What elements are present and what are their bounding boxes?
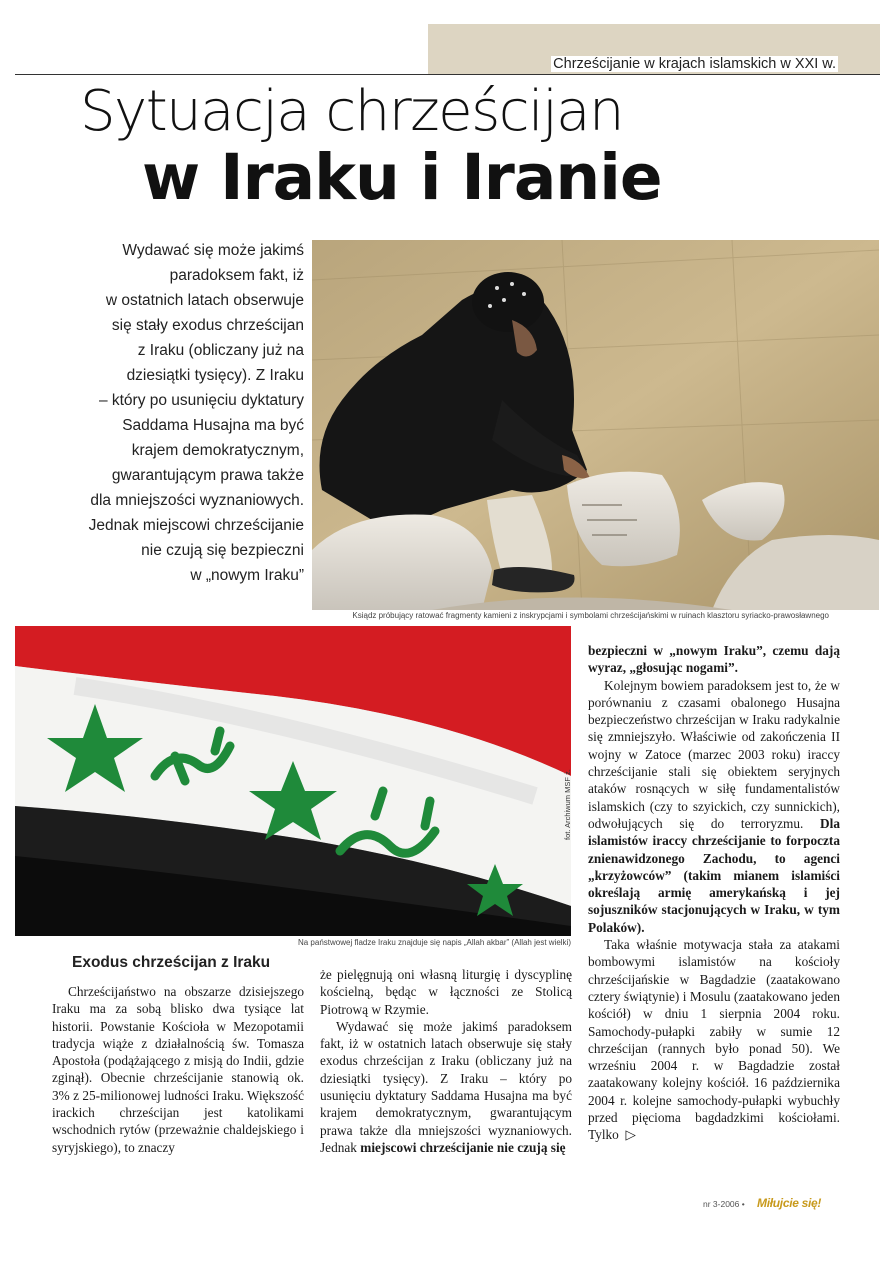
headline-line-2: w Iraku i Iranie: [142, 141, 662, 214]
article-subhead: Exodus chrześcijan z Iraku: [72, 954, 271, 971]
priest-photo-caption: Ksiądz próbujący ratować fragmenty kamieni z inskrypcjami i symbolami chrześcijańskimi w ruinach klasztoru syriacko-prawosławnego: [352, 611, 829, 620]
lead-line: w „nowym Iraku”: [190, 567, 304, 584]
lead-line: dla mniejszości wyznaniowych.: [90, 492, 304, 509]
lead-line: – który po usunięciu dyktatury: [98, 392, 304, 409]
lead-line: Jednak miejscowi chrześcijanie: [88, 517, 304, 534]
lead-line: Saddama Husajna ma być: [122, 417, 304, 434]
lead-line: się stały exodus chrześcijan: [111, 317, 304, 334]
iraq-flag-photo: [15, 626, 571, 936]
section-title: [430, 56, 838, 72]
article-column-2: [320, 966, 572, 1156]
paragraph-bold-text: Dla islamistów iraccy chrześcijanie to forpoczta znienawidzonego Zachodu, to agenci „krzyżowców” (takim mianem islamiści określają armię amerykańską i jej sojuszników stacjonujących w Iraku, w tym Polaków).: [588, 815, 840, 935]
flag-photo-credit: fot. Archiwum MSF ż.: [563, 769, 572, 840]
paragraph: że pielęgnują oni własną liturgię i dyscyplinę kościelną, będąc w łączności ze Stolicą Piotrową w Rzymie.: [320, 967, 572, 1017]
lead-line: nie czują się bezpieczni: [141, 542, 304, 559]
paragraph: [588, 936, 840, 1144]
continue-arrow-icon: ▷: [625, 1127, 636, 1143]
paragraph: [588, 642, 840, 677]
lead-line: gwarantującym prawa także: [111, 467, 304, 484]
paragraph-bold-text: bezpieczni w „nowym Iraku”, czemu dają wyraz, „głosując nogami”.: [588, 643, 840, 676]
footer-issue-number: nr 3-2006 •: [703, 1199, 745, 1209]
lead-line: Wydawać się może jakimś: [122, 242, 304, 259]
lead-paragraph: [40, 238, 304, 588]
paragraph-text: Taka właśnie motywacja stała za atakami bombowymi islamistów na kościoły chrześcijańskie w Bagdadzie (zaatakowano cztery świątynie) i Mosulu (zaatakowano jeden kościół) w dniu 1 sierpnia 2004 roku. Samochody-pułapki zabiły w sumie 12 chrześcijan (rannych było ponad 50). We wrześniu 2004 r. w Bagdadzie został zaatakowany kolejny kościół. 16 października 2004 r. kolejne samochody-pułapki wybuchły przed pięcioma bagdadzkimi kościołami. Tylko: [588, 937, 840, 1143]
section-title-text: Chrześcijanie w krajach islamskich w XXI w.: [553, 56, 836, 72]
lead-line: dziesiątki tysięcy). Z Iraku: [126, 367, 304, 384]
header-rule: [15, 74, 880, 75]
paragraph-bold-text: miejscowi chrześcijanie nie czują się: [360, 1139, 566, 1155]
article-column-1: [52, 983, 304, 1156]
paragraph-text: Kolejnym bowiem paradoksem jest to, że w porównaniu z czasami obalonego Husajna bezpieczeństwo chrześcijan w Iraku radykalnie się zmniejszyło. Właściwie od zakończenia II wojny w Zatoce (marzec 2003 roku) iraccy chrześcijanie stali się obiektem seryjnych ataków rosnących w siłę fundamentalistów islamskich (czy to szyickich, czy sunnickich), odwołujących się do terroryzmu.: [588, 677, 840, 831]
priest-photo: [312, 240, 879, 610]
lead-line: krajem demokratycznym,: [131, 442, 304, 459]
paragraph: Chrześcijaństwo na obszarze dzisiejszego Iraku ma za sobą blisko dwa tysiące lat historii. Powstanie Kościoła w Mezopotamii tradycja wiąże z działalnością św. Tomasza Apostoła (podążającego z misją do Indii, gdzie zginął). Obecnie chrześcijanie stanowią ok. 3% z 25-milionowej ludności Iraku. Większość irackich chrześcijan jest katolikami wschodnich rytów (przeważnie chaldejskiego i syryjskiego), to znaczy: [52, 984, 304, 1155]
lead-line: w ostatnich latach obserwuje: [105, 292, 304, 309]
flag-photo-caption: Na państwowej fladze Iraku znajduje się napis „Allah akbar” (Allah jest wielki): [297, 938, 571, 947]
article-column-3: [588, 642, 840, 1144]
headline-line-1: Sytuacja chrześcijan: [80, 79, 623, 144]
paragraph: [320, 1018, 572, 1156]
paragraph-text: Wydawać się może jakimś paradoksem fakt, iż w ostatnich latach obserwuje się stały exodus chrześcijan z Iraku (obliczany już na dziesiątki tysięcy). Z Iraku – który po usunięciu dyktatury Saddama Husajna ma być krajem demokratycznym, gwarantującym prawa także dla mniejszości wyznaniowych. Jednak: [320, 1018, 572, 1155]
lead-line: paradoksem fakt, iż: [169, 267, 304, 284]
magazine-logo: Miłujcie się!: [757, 1196, 822, 1210]
lead-line: z Iraku (obliczany już na: [137, 342, 304, 359]
paragraph: [588, 677, 840, 936]
